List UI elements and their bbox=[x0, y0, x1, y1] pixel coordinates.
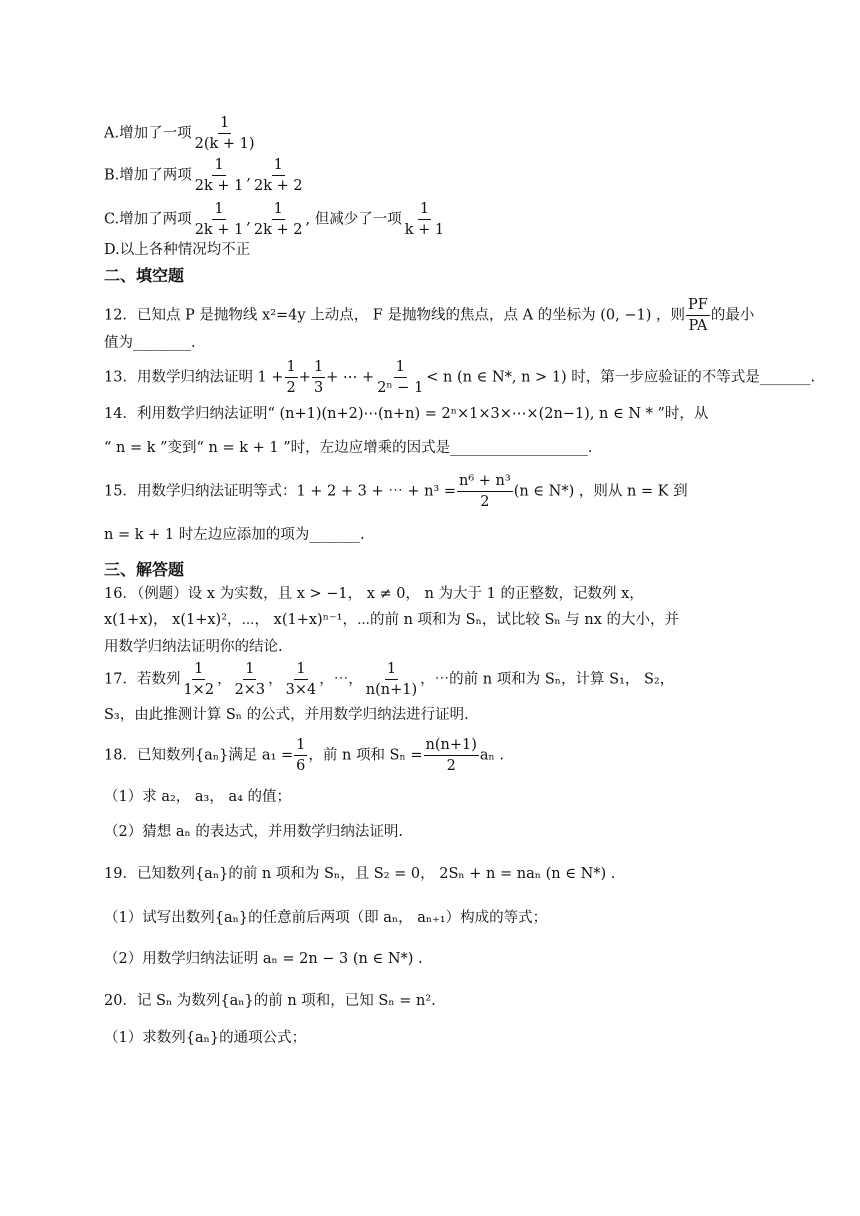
q18-fraction-1: $\frac{1}{6}$ bbox=[296, 737, 306, 774]
q15-text-b: (n ∈ N*) ，则从 n = K 到 bbox=[513, 483, 688, 500]
q15-text-a: 15．用数学归纳法证明等式：1 + 2 + 3 + ⋯ + n³ = bbox=[104, 483, 457, 500]
q13-fraction-2: $\frac{1}{3}$ bbox=[313, 359, 324, 396]
q16-line-2: x(1+x)， x(1+x)²，⋯， x(1+x)ⁿ⁻¹，⋯的前 n 项和为 Sₙ，试比较 Sₙ 与 nx 的大小，并 bbox=[104, 612, 680, 628]
option-c-fraction-3: $\frac{1}{k + 1}$ bbox=[404, 201, 445, 238]
q12-fraction: $\frac{PF}{PA}$ bbox=[688, 297, 708, 334]
q18-part-2: （2）猜想 aₙ 的表达式，并用数学归纳法证明. bbox=[104, 824, 403, 840]
q16-line-3: 用数学归纳法证明你的结论. bbox=[104, 639, 283, 655]
q17-fraction-2: $\frac{1}{2\times 3}$ bbox=[234, 661, 266, 698]
q17-fraction-3: $\frac{1}{3\times 4}$ bbox=[285, 661, 317, 698]
q18-text-b: ，前 n 项和 Sₙ = bbox=[308, 747, 423, 764]
q13-text-a: 13．用数学归纳法证明 1 + bbox=[104, 369, 284, 386]
q12-text-a: 12．已知点 P 是抛物线 x²=4y 上动点， F 是抛物线的焦点，点 A 的坐标为 (0, −1) ，则 bbox=[104, 307, 686, 324]
q18-text-c: aₙ . bbox=[479, 747, 505, 764]
q19-part-2: （2）用数学归纳法证明 aₙ = 2n − 3 (n ∈ N*) . bbox=[104, 951, 423, 967]
q15-line-2: n = k + 1 时左边应添加的项为_______. bbox=[104, 527, 365, 543]
q20-part-1: （1）求数列{aₙ}的通项公式； bbox=[104, 1030, 307, 1046]
q17-sep-3: ，⋯， bbox=[319, 671, 363, 688]
q13-text-b: < n (n ∈ N*, n > 1) 时，第一步应验证的不等式是_______. bbox=[426, 369, 816, 386]
option-b-text: B.增加了两项 bbox=[104, 167, 192, 184]
q17-line-2: S₃，由此推测计算 Sₙ 的公式，并用数学归纳法进行证明. bbox=[104, 707, 469, 723]
option-a bbox=[104, 114, 258, 153]
section-2-title: 二、填空题 bbox=[104, 266, 185, 285]
option-c-text: C.增加了两项 bbox=[104, 211, 192, 228]
q18-part-1: （1）求 a₂， a₃， a₄ 的值； bbox=[104, 789, 292, 805]
option-c bbox=[104, 200, 447, 239]
q14-line-1: 14．利用数学归纳法证明“ (n+1)(n+2)⋯(n+n) = 2ⁿ×1×3×⋯×(2n−1), n ∈ N * ”时，从 bbox=[104, 406, 709, 422]
option-a-fraction: $\frac{1}{2(k + 1)}$ bbox=[194, 115, 255, 152]
option-d: D.以上各种情况均不正 bbox=[104, 242, 251, 258]
option-b-fraction-2: $\frac{1}{2k + 2}$ bbox=[253, 157, 303, 194]
q13-plus-1: + bbox=[298, 369, 311, 386]
q12-line-1 bbox=[104, 296, 754, 335]
q13-fraction-3: $\frac{1}{\text{2ⁿ − 1}}$ bbox=[377, 359, 424, 396]
q12-line-2: 值为________. bbox=[104, 335, 196, 351]
q18-text-a: 18．已知数列{aₙ}满足 a₁ = bbox=[104, 747, 294, 764]
option-b-fraction-1: $\frac{1}{2k + 1}$ bbox=[194, 157, 244, 194]
q15-fraction: $\frac{\text{n⁶ + n³}}{2}$ bbox=[459, 473, 511, 510]
q14-line-2: “ n = k ”变到“ n = k + 1 ”时，左边应增乘的因式是___________________. bbox=[104, 440, 593, 456]
option-c-comma: , bbox=[246, 211, 251, 228]
q17-sep-2: ， bbox=[268, 671, 283, 688]
q13-plus-2: + ⋯ + bbox=[326, 369, 375, 386]
q19-part-1: （1）试写出数列{aₙ}的任意前后两项（即 aₙ， aₙ₊₁）构成的等式； bbox=[104, 910, 548, 926]
q19-line-1: 19．已知数列{aₙ}的前 n 项和为 Sₙ，且 S₂ = 0， 2Sₙ + n = naₙ (n ∈ N*) . bbox=[104, 866, 616, 882]
q17-fraction-4: $\frac{1}{n(n+1)}$ bbox=[365, 661, 418, 698]
section-3-title: 三、解答题 bbox=[104, 560, 185, 579]
option-c-mid-text: , 但减少了一项 bbox=[305, 211, 402, 228]
q12-text-b: 的最小 bbox=[710, 307, 755, 324]
option-b bbox=[104, 156, 306, 195]
q13-line bbox=[104, 358, 815, 397]
q18-fraction-2: $\frac{n(n+1)}{2}$ bbox=[425, 737, 477, 774]
q17-text-b: ，⋯的前 n 项和为 Sₙ，计算 S₁， S₂， bbox=[420, 671, 675, 688]
q17-text-a: 17．若数列 bbox=[104, 671, 181, 688]
q16-line-1: 16．（例题）设 x 为实数，且 x > −1， x ≠ 0， n 为大于 1 的正整数，记数列 x， bbox=[104, 586, 644, 602]
option-c-fraction-1: $\frac{1}{2k + 1}$ bbox=[194, 201, 244, 238]
q20-line-1: 20．记 Sₙ 为数列{aₙ}的前 n 项和，已知 Sₙ = n². bbox=[104, 993, 436, 1009]
q17-fraction-1: $\frac{1}{1\times 2}$ bbox=[183, 661, 215, 698]
option-c-fraction-2: $\frac{1}{2k + 2}$ bbox=[253, 201, 303, 238]
option-b-comma: , bbox=[246, 167, 251, 184]
q17-line-1 bbox=[104, 660, 674, 699]
q18-line-1 bbox=[104, 736, 504, 775]
q15-line-1 bbox=[104, 472, 688, 511]
q13-fraction-1: $\frac{1}{2}$ bbox=[286, 359, 296, 396]
option-a-text: A.增加了一项 bbox=[104, 125, 192, 142]
q17-sep-1: ， bbox=[217, 671, 232, 688]
